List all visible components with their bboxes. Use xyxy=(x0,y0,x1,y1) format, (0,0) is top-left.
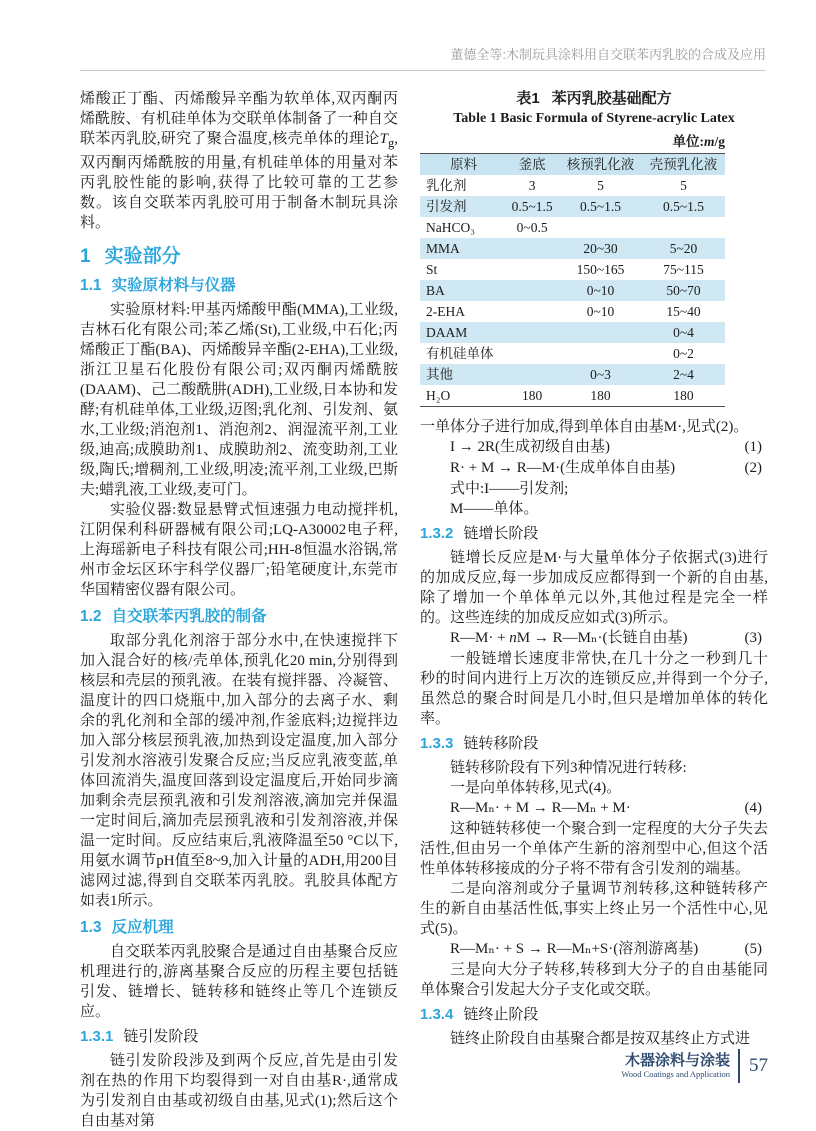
table-cell xyxy=(505,322,559,343)
intro-text: 烯酸正丁酯、丙烯酸异辛酯为软单体,双丙酮丙烯酰胺、有机硅单体为交联单体制备了一种自交联苯丙乳胶,研究了聚合温度,核壳单体的理论 xyxy=(80,91,398,147)
journal-name-block xyxy=(621,1052,738,1080)
equation-number: (1) xyxy=(744,439,762,455)
equation-where-clause: M——单体。 xyxy=(450,501,539,517)
header-rule xyxy=(80,70,766,71)
paragraph-transfer-3: 三是向大分子转移,转移到大分子的自由基能同单体聚合引发起大分子支化或交联。 xyxy=(420,962,768,998)
section-title: 自交联苯丙乳胶的制备 xyxy=(111,608,267,625)
section-number: 1 xyxy=(80,246,91,267)
paragraph-materials: 实验原材料:甲基丙烯酸甲酯(MMA),工业级,吉林石化有限公司;苯乙烯(St),工业级,中石化;丙烯酸正丁酯(BA)、丙烯酸异辛酯(2-EHA),工业级,浙江卫星石化股份有限公司;双丙酮丙烯酰胺(DAAM)、己二酸酰肼(ADH),工业级,日本协和发酵;有机硅单体,工业级,迈图;乳化剂、引发剂、氨水,工业级;消泡剂1、消泡剂2、润湿流平剂,工业级,迪高;成膜助剂1、成膜助剂2、流变助剂,工业级,陶氏;增稠剂,工业级,明凌;流平剂,工业级,巴斯夫;蜡乳液,工业级,麦可门。 xyxy=(80,302,398,498)
section-title: 实验部分 xyxy=(104,246,181,267)
table-cell: NaHCO₃ xyxy=(426,220,475,235)
equation-2 xyxy=(420,458,768,479)
journal-name-en: Wood Coatings and Application xyxy=(621,1069,730,1079)
table-cell: DAAM xyxy=(426,325,468,340)
equation-4 xyxy=(420,798,768,819)
table-caption-cn xyxy=(420,89,768,109)
table-cell xyxy=(559,217,642,238)
table-row xyxy=(420,217,725,238)
section-1-1-heading xyxy=(80,275,398,296)
paragraph-preparation: 取部分乳化剂溶于部分水中,在快速搅拌下加入混合好的核/壳单体,预乳化20 min,分别得到核层和壳层的预乳液。在装有搅拌器、冷凝管、温度计的四口烧瓶中,加入部分的去离子水、剩余的乳化剂和全部的缓冲剂,作釜底料;边搅拌边加入部分核层预乳液,加热到设定温度,加入部分引发剂水溶液引发聚合反应;当反应乳液变蓝,单体回流消失,温度回落到设定温度后,开始同步滴加剩余壳层预乳液和引发剂溶液,滴加完并保温一定时间后,滴加壳层预乳液和引发剂溶液,并保温一定时间。反应结束后,乳液降温至50 °C以下,用氨水调节pH值至8~9,加入计量的ADH,用200目滤网过滤,得到自交联苯丙乳胶。乳胶具体配方如表1所示。 xyxy=(80,633,398,909)
table-cell xyxy=(559,343,642,364)
table-row xyxy=(420,280,725,301)
unit-symbol: m xyxy=(703,134,715,149)
table-header-cell: 壳预乳化液 xyxy=(649,157,718,172)
table-cell: 180 xyxy=(673,388,694,403)
table-cell: MMA xyxy=(426,241,460,256)
table-row xyxy=(420,385,725,407)
table-cell: 0~0.5 xyxy=(516,220,548,235)
section-1-heading xyxy=(80,245,398,269)
equation-body: R—Mₙ· + S → R—Mₙ+S·(溶剂游离基) xyxy=(450,941,699,957)
table-cell: 引发剂 xyxy=(426,199,467,214)
section-number: 1.3.2 xyxy=(420,525,454,542)
table-cell: 3 xyxy=(528,178,536,193)
table-cell xyxy=(505,259,559,280)
formula-table xyxy=(420,153,725,407)
paragraph-instruments: 实验仪器:数显悬臂式恒速强力电动搅拌机,江阴保利科研器械有限公司;LQ-A30002电子秤,上海瑶新电子科技有限公司;HH-8恒温水浴锅,常州市金坛区环宇科学仪器厂;铅笔硬度计,东莞市华国精密仪器有限公司。 xyxy=(80,502,398,598)
table-cell: BA xyxy=(426,283,445,298)
table-cell xyxy=(505,280,559,301)
page-number: 57 xyxy=(738,1049,768,1083)
table-row xyxy=(420,322,725,343)
table-caption-en: Table 1 Basic Formula of Styrene-acrylic Latex xyxy=(453,111,735,126)
table-row xyxy=(420,175,725,196)
symbol-Tg: T xyxy=(379,131,388,147)
right-column xyxy=(420,89,768,1131)
section-number: 1.3.4 xyxy=(420,1006,454,1023)
table-cell: 2~4 xyxy=(673,367,694,382)
table-cell: 乳化剂 xyxy=(426,178,467,193)
section-number: 1.1 xyxy=(80,277,102,294)
table-row xyxy=(420,301,725,322)
section-title: 链增长阶段 xyxy=(463,526,539,542)
paragraph-mechanism: 自交联苯丙乳胶聚合是通过自由基聚合反应机理进行的,游离基聚合反应的历程主要包括链引发、链增长、链转移和链终止等几个连锁反应。 xyxy=(80,944,398,1020)
equation-text: R—M· + xyxy=(450,630,510,646)
unit-suffix: /g xyxy=(714,134,725,149)
paragraph-intro-continuation xyxy=(80,89,398,233)
table-cell: 50~70 xyxy=(666,283,701,298)
table-row xyxy=(420,364,725,385)
equation-body xyxy=(450,628,687,649)
table-cell: 180 xyxy=(590,388,611,403)
section-title: 链终止阶段 xyxy=(463,1007,539,1023)
paragraph-termination: 链终止阶段自由基聚合都是按双基终止方式进 xyxy=(450,1031,751,1047)
section-number: 1.2 xyxy=(80,608,102,625)
table-cell: 其他 xyxy=(426,367,453,382)
section-number: 1.3.1 xyxy=(80,1028,114,1045)
paragraph-growth-2: 一般链增长速度非常快,在几十分之一秒到几十秒的时间内进行上万次的连锁反应,并得到一个分子,虽然总的聚合时间是几小时,但只是增加单体的转化率。 xyxy=(420,651,768,727)
table-cell xyxy=(505,238,559,259)
section-title: 实验原材料与仪器 xyxy=(111,277,236,294)
equation-body: I → 2R(生成初级自由基) xyxy=(450,439,610,455)
section-1-3-2-heading xyxy=(420,523,768,545)
paragraph-transfer-intro: 链转移阶段有下列3种情况进行转移: xyxy=(450,760,687,776)
equation-where-clause: 式中:I——引发剂; xyxy=(450,481,569,497)
table-cell: 5~20 xyxy=(669,241,698,256)
intro-text-rest: ,双丙酮丙烯酰胺的用量,有机硅单体的用量对苯丙乳胶性能的影响,获得了比较可靠的工艺参数。该自交联苯丙乳胶可用于制备木制玩具涂料。 xyxy=(80,131,398,231)
page-body xyxy=(80,89,768,1131)
section-1-3-4-heading xyxy=(420,1004,768,1026)
equation-body: R· + M → R—M·(生成单体自由基) xyxy=(450,460,676,476)
table-number: 表1 xyxy=(516,90,540,107)
table-cell: 5 xyxy=(680,178,687,193)
table-cell: H₂O xyxy=(426,388,451,403)
table-cell xyxy=(559,322,642,343)
table-title: 苯丙乳胶基础配方 xyxy=(551,90,672,107)
table-header-cell: 原料 xyxy=(450,157,478,172)
equation-5 xyxy=(420,939,768,960)
section-number: 1.3.3 xyxy=(420,735,454,752)
table-header-cell: 釜底 xyxy=(518,157,546,172)
table-cell: 0~10 xyxy=(586,304,615,319)
section-number: 1.3 xyxy=(80,919,102,936)
table-cell: 0~4 xyxy=(673,325,694,340)
table-row xyxy=(420,259,725,280)
paragraph-transfer-1: 一是向单体转移,见式(4)。 xyxy=(450,780,622,796)
section-title: 链转移阶段 xyxy=(463,736,539,752)
equation-number: (2) xyxy=(744,460,762,476)
table-cell: 15~40 xyxy=(666,304,701,319)
paragraph-transfer-1-desc: 这种链转移使一个聚合到一定程度的大分子失去活性,但由另一个单体产生新的溶剂型中心,但这个活性单体转移接成的分子将不带有含引发剂的端基。 xyxy=(420,821,768,877)
table-cell: 0.5~1.5 xyxy=(662,199,705,214)
table-1-block xyxy=(420,89,768,407)
paragraph-initiation: 链引发阶段涉及到两个反应,首先是由引发剂在热的作用下均裂得到一对自由基R·,通常成为引发剂自由基或初级自由基,见式(1);然后这个自由基对第 xyxy=(80,1053,398,1129)
table-cell: 0~3 xyxy=(590,367,611,382)
paragraph-growth-1: 链增长反应是M·与大量单体分子依据式(3)进行的加成反应,每一步加成反应都得到一个新的自由基,除了增加一个单体单元以外,其他过程是完全一样的。这些连续的加成反应如式(3)所示。 xyxy=(420,550,768,626)
table-cell xyxy=(505,364,559,385)
table-cell: 0~2 xyxy=(673,346,694,361)
equation-text: M → R—Mₙ·(长链自由基) xyxy=(516,630,688,646)
table-cell xyxy=(505,301,559,322)
table-cell: 0.5~1.5 xyxy=(580,199,622,214)
table-row xyxy=(420,343,725,364)
section-1-3-1-heading xyxy=(80,1026,398,1048)
paragraph-transfer-2: 二是向溶剂或分子量调节剂转移,这种链转移产生的新自由基活性低,事实上终止另一个活性中心,见式(5)。 xyxy=(420,881,768,937)
section-title: 链引发阶段 xyxy=(123,1029,199,1045)
section-1-2-heading xyxy=(80,606,398,627)
table-cell: 150~165 xyxy=(576,262,625,277)
left-column xyxy=(80,89,398,1131)
section-1-3-3-heading xyxy=(420,733,768,755)
table-cell: 20~30 xyxy=(583,241,618,256)
symbol-Tg-subscript: g xyxy=(388,136,395,150)
equation-body: R—Mₙ· + M → R—Mₙ + M· xyxy=(450,800,631,816)
unit-prefix: 单位: xyxy=(672,134,704,149)
section-title: 反应机理 xyxy=(111,919,174,936)
equation-number: (5) xyxy=(744,941,762,957)
table-cell xyxy=(642,217,725,238)
running-head: 董德全等:木制玩具涂料用自交联苯丙乳胶的合成及应用 xyxy=(450,47,766,62)
table-cell: 0.5~1.5 xyxy=(511,199,553,214)
table-cell: 0~10 xyxy=(586,283,615,298)
table-header-cell: 核预乳化液 xyxy=(566,157,635,172)
symbol-n: n xyxy=(509,630,517,646)
table-cell xyxy=(505,343,559,364)
section-1-3-heading xyxy=(80,917,398,938)
table-cell: 2-EHA xyxy=(426,304,465,319)
table-cell: 180 xyxy=(521,388,543,403)
equation-1 xyxy=(420,437,768,458)
table-unit-label xyxy=(420,133,725,150)
equation-3 xyxy=(420,628,768,649)
table-header-row xyxy=(420,154,725,176)
table-cell: 有机硅单体 xyxy=(426,346,494,361)
equation-number: (4) xyxy=(744,800,762,816)
table-cell: 75~115 xyxy=(663,262,704,277)
journal-name-cn: 木器涂料与涂装 xyxy=(624,1052,730,1069)
table-row xyxy=(420,238,725,259)
table-row xyxy=(420,196,725,217)
paragraph-initiation-continuation: 一单体分子进行加成,得到单体自由基M·,见式(2)。 xyxy=(420,419,749,435)
table-cell: St xyxy=(426,262,438,277)
equation-number: (3) xyxy=(744,630,762,646)
page-footer xyxy=(621,1049,768,1083)
table-cell: 5 xyxy=(597,178,604,193)
